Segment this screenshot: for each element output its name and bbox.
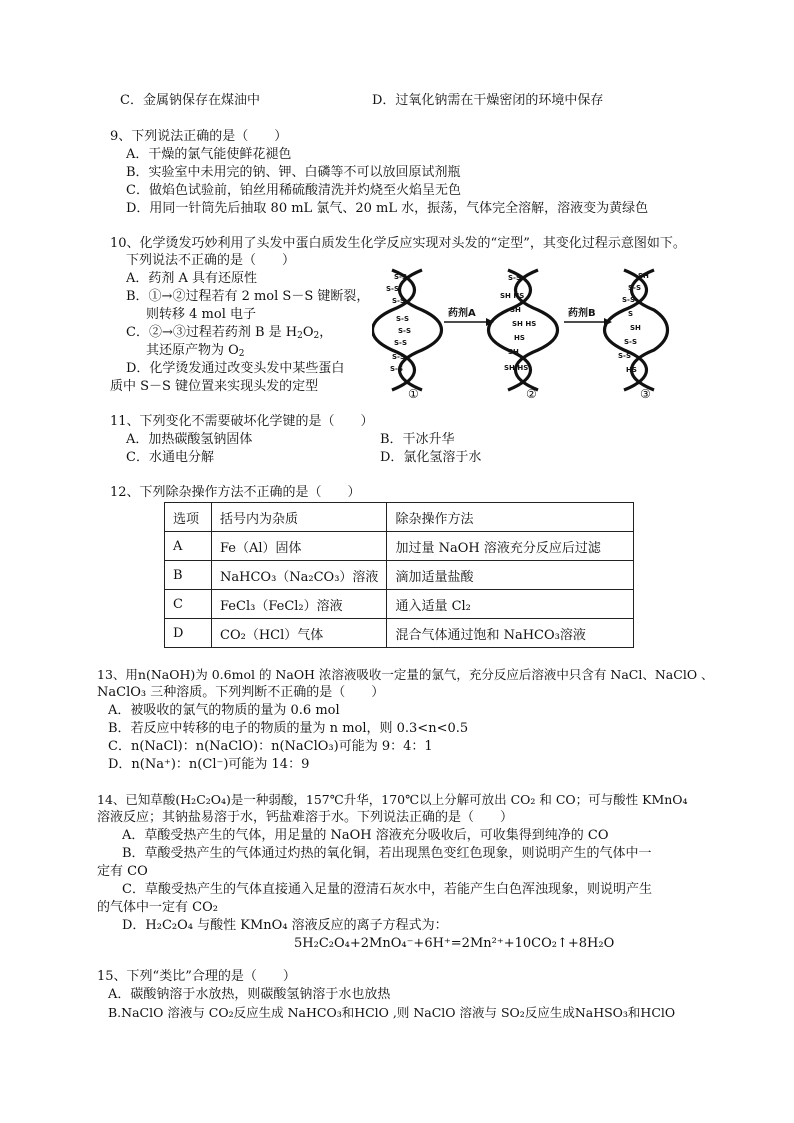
q10-option-d-1: D．化学烫发通过改变头发中某些蛋白 [126, 361, 345, 376]
svg-text:HS: HS [514, 334, 525, 342]
q9-option-a: A．干燥的氯气能使鲜花褪色 [126, 147, 292, 162]
label-3: ③ [640, 387, 651, 400]
table-header-row [165, 503, 634, 532]
q13-stem-2: NaClO₃ 三种溶质。下列判断不正确的是（ ） [97, 685, 385, 700]
q13-stem-1: 13、用n(NaOH)为 0.6mol 的 NaOH 浓溶液吸收一定量的氯气，充分反应后溶液中只含有 NaCl、NaClO 、 [97, 667, 714, 682]
cell: D [165, 619, 212, 648]
q13-option-c: C．n(NaCl)：n(NaClO)：n(NaClO₃)可能为 9：4：1 [108, 739, 433, 754]
svg-text:药剂A: 药剂A [448, 308, 476, 319]
q10-option-d-2: 质中 S－S 键位置来实现头发的定型 [110, 379, 319, 394]
q14-equation: 5H₂C₂O₄+2MnO₄⁻+6H⁺=2Mn²⁺+10CO₂↑+8H₂O [294, 936, 615, 951]
q11-stem: 11、下列变化不需要破坏化学键的是（ ） [110, 414, 374, 429]
table-row [165, 561, 634, 590]
svg-text:S-S: S-S [386, 285, 399, 293]
cell: 滴加适量盐酸 [387, 561, 634, 590]
svg-text:S-S: S-S [394, 339, 407, 347]
q13-option-b: B．若反应中转移的电子的物质的量为 n mol，则 0.3<n<0.5 [108, 721, 469, 736]
cell: 加过量 NaOH 溶液充分反应后过滤 [387, 532, 634, 561]
cell: Fe（Al）固体 [212, 532, 387, 561]
cell: NaHCO₃（Na₂CO₃）溶液 [212, 561, 387, 590]
option-c-prev: C．金属钠保存在煤油中 [120, 93, 260, 108]
q14-stem-1: 14、已知草酸(H₂C₂O₄)是一种弱酸，157℃升华，170℃以上分解可放出 CO₂ 和 CO；可与酸性 KMnO₄ [97, 792, 688, 807]
svg-text:S-S: S-S [628, 284, 641, 292]
q14-option-c-2: 的气体中一定有 CO₂ [97, 900, 218, 915]
q15-stem: 15、下列“类比”合理的是（ ） [97, 969, 296, 984]
cell: CO₂（HCl）气体 [212, 619, 387, 648]
helix-2 [489, 270, 558, 390]
q11-option-a: A．加热碳酸氢钠固体 [126, 432, 253, 447]
svg-text:S-S: S-S [618, 352, 631, 360]
option-d-prev: D．过氧化钠需在干燥密闭的环境中保存 [372, 93, 604, 108]
svg-text:S-S: S-S [508, 274, 521, 282]
q9-option-b: B．实验室中未用完的钠、钾、白磷等不可以放回原试剂瓶 [126, 165, 461, 180]
cell: FeCl₃（FeCl₂）溶液 [212, 590, 387, 619]
q14-option-b-1: B．草酸受热产生的气体通过灼热的氧化铜，若出现黑色变红色现象，则说明产生的气体中一 [122, 846, 652, 861]
cell: 通入适量 Cl₂ [387, 590, 634, 619]
svg-text:SH: SH [630, 324, 641, 332]
q9-option-d: D．用同一针筒先后抽取 80 mL 氯气、20 mL 水，振荡，气体完全溶解，溶液变为黄绿色 [126, 201, 649, 216]
q14-stem-2: 溶液反应；其钠盐易溶于水，钙盐难溶于水。下列说法正确的是（ ） [97, 810, 514, 825]
svg-text:SH: SH [638, 272, 649, 280]
svg-text:SH: SH [508, 348, 519, 356]
header-option: 选项 [165, 503, 212, 532]
q9-option-c: C．做焰色试验前，铂丝用稀硫酸清洗并灼烧至火焰呈无色 [126, 183, 461, 198]
table-row [165, 532, 634, 561]
svg-text:S-S: S-S [622, 296, 635, 304]
svg-text:药剂B: 药剂B [568, 308, 596, 319]
cell: A [165, 532, 212, 561]
svg-text:SH HS: SH HS [512, 320, 537, 328]
svg-text:S-S: S-S [392, 297, 405, 305]
q10-option-a: A．药剂 A 具有还原性 [126, 271, 258, 286]
q14-option-d-1: D．H₂C₂O₄ 与酸性 KMnO₄ 溶液反应的离子方程式为： [122, 918, 448, 933]
q15-option-a: A．碳酸钠溶于水放热，则碳酸氢钠溶于水也放热 [108, 987, 391, 1002]
impurity-table [164, 502, 634, 648]
cell: 混合气体通过饱和 NaHCO₃溶液 [387, 619, 634, 648]
table-row [165, 590, 634, 619]
q11-option-b: B．干冰升华 [380, 432, 455, 447]
q10-option-c-2: 其还原产物为 $O_2$ [146, 343, 245, 359]
label-2: ② [526, 387, 537, 400]
q14-option-c-1: C．草酸受热产生的气体直接通入足量的澄清石灰水中，若能产生白色浑浊现象，则说明产生 [122, 882, 652, 897]
helix-3-bonds [618, 272, 649, 374]
svg-text:S-S: S-S [396, 315, 409, 323]
hair-perm-diagram [372, 264, 672, 400]
q10-option-b-2: 则转移 4 mol 电子 [146, 307, 256, 322]
q15-option-b: B.NaClO 溶液与 CO₂反应生成 NaHCO₃和HClO ,则 NaClO 溶液与 SO₂反应生成NaHSO₃和HClO [108, 1005, 676, 1020]
svg-text:SH: SH [510, 306, 521, 314]
svg-text:S: S [628, 310, 634, 318]
cell: B [165, 561, 212, 590]
q11-option-d: D．氯化氢溶于水 [380, 450, 482, 465]
svg-text:S-S: S-S [392, 353, 405, 361]
q10-option-b-1: B．①→②过程若有 2 mol S－S 键断裂， [126, 289, 370, 304]
svg-text:S-S: S-S [398, 327, 411, 335]
svg-text:SH HS: SH HS [500, 292, 525, 300]
svg-text:S-S: S-S [624, 338, 637, 346]
arrow-agent-a [444, 306, 494, 326]
svg-text:S-S: S-S [394, 273, 407, 281]
svg-text:HS: HS [626, 366, 637, 374]
table-row [165, 619, 634, 648]
q13-option-a: A．被吸收的氯气的物质的量为 0.6 mol [108, 703, 340, 718]
q14-option-a: A．草酸受热产生的气体，用足量的 NaOH 溶液充分吸收后，可收集得到纯净的 CO [122, 828, 609, 843]
label-1: ① [408, 387, 419, 400]
header-method: 除杂操作方法 [387, 503, 634, 532]
q11-option-c: C．水通电分解 [126, 450, 214, 465]
header-impurity: 括号内为杂质 [212, 503, 387, 532]
q9-stem: 9、下列说法正确的是（ ） [110, 129, 288, 144]
cell: C [165, 590, 212, 619]
svg-text:SH HS: SH HS [504, 364, 529, 372]
q12-stem: 12、下列除杂操作方法不正确的是（ ） [110, 485, 361, 500]
q14-option-b-2: 定有 CO [97, 864, 148, 879]
q10-stem-1: 10、化学烫发巧妙利用了头发中蛋白质发生化学反应实现对头发的“定型”，其变化过程示意图如下。 [110, 236, 686, 251]
svg-text:S-S: S-S [390, 365, 403, 373]
q10-option-c-1: C．②→③过程若药剂 B 是 $H_2O_2$， [126, 325, 333, 341]
q10-stem-2: 下列说法不正确的是（ ） [126, 253, 296, 268]
q13-option-d: D．n(Na⁺)：n(Cl⁻)可能为 14：9 [108, 757, 310, 772]
